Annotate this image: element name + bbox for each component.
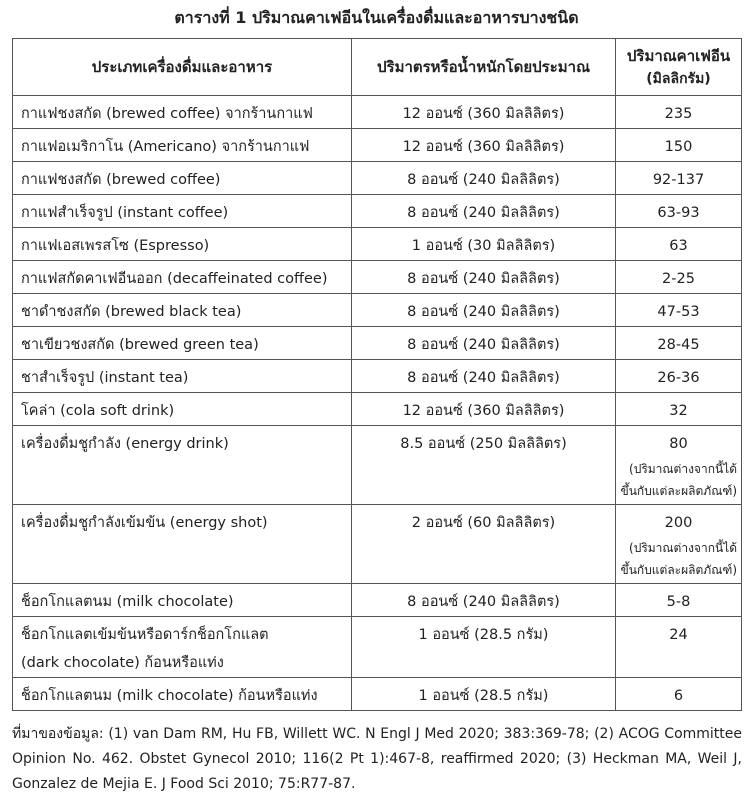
cell-type xyxy=(13,678,352,711)
cell-caffeine-value: 24 xyxy=(669,627,688,643)
cell-caffeine xyxy=(616,584,742,617)
cell-caffeine xyxy=(616,393,742,426)
cell-caffeine xyxy=(616,162,742,195)
cell-caffeine xyxy=(616,96,742,129)
cell-caffeine-value: 2-25 xyxy=(662,271,695,287)
cell-caffeine xyxy=(616,129,742,162)
cell-caffeine-value: 63-93 xyxy=(657,205,700,221)
cell-type xyxy=(13,129,352,162)
cell-type xyxy=(13,228,352,261)
source-footnote: ที่มาของข้อมูล: (1) van Dam RM, Hu FB, Willett WC. N Engl J Med 2020; 383:369-78; (2) ACOG Committee Opinion No. 462. Obstet Gynecol 2010; 116(2 Pt 1):467-8, reaffirmed 2020; (3) Heckman MA, Weil J, Gonzalez de Mejia E. J Food Sci 2010; 75:R77-87. xyxy=(12,726,742,792)
header-caffeine xyxy=(616,39,742,96)
cell-caffeine-value: 32 xyxy=(669,403,688,419)
cell-type-text: กาแฟชงสกัด (brewed coffee) จากร้านกาแฟ xyxy=(21,106,313,122)
cell-type-text: โคล่า (cola soft drink) xyxy=(21,403,175,419)
cell-type-text: กาแฟชงสกัด (brewed coffee) xyxy=(21,172,221,188)
cell-amount: 12 ออนซ์ (360 มิลลิลิตร) xyxy=(352,96,616,129)
caffeine-table xyxy=(12,38,742,711)
cell-type-text: ชาสำเร็จรูป (instant tea) xyxy=(21,370,189,386)
cell-caffeine-value: 63 xyxy=(669,238,688,254)
cell-caffeine-value: 26-36 xyxy=(657,370,700,386)
cell-type xyxy=(13,327,352,360)
table-row xyxy=(13,426,742,505)
cell-caffeine-value: 47-53 xyxy=(657,304,700,320)
header-amount: ปริมาตรหรือน้ำหนักโดยประมาณ xyxy=(352,39,616,96)
cell-type-text: ช็อกโกแลตเข้มข้นหรือดาร์กช็อกโกแลต xyxy=(21,627,269,643)
cell-type xyxy=(13,360,352,393)
table-row xyxy=(13,360,742,393)
header-caffeine-label: ปริมาณคาเฟอีน xyxy=(626,47,731,65)
cell-caffeine-value: 235 xyxy=(664,106,693,122)
cell-amount: 1 ออนซ์ (30 มิลลิลิตร) xyxy=(352,228,616,261)
cell-type xyxy=(13,195,352,228)
cell-caffeine-value: 6 xyxy=(673,688,684,704)
cell-caffeine xyxy=(616,426,742,505)
table-title: ตารางที่ 1 ปริมาณคาเฟอีนในเครื่องดื่มและอาหารบางชนิด xyxy=(174,8,579,27)
table-header-row xyxy=(13,39,742,96)
cell-type-text: เครื่องดื่มชูกำลังเข้มข้น (energy shot) xyxy=(21,515,268,531)
table-row xyxy=(13,393,742,426)
cell-caffeine-value: 80 xyxy=(669,436,688,452)
table-row xyxy=(13,678,742,711)
cell-caffeine xyxy=(616,505,742,584)
table-row xyxy=(13,584,742,617)
cell-type xyxy=(13,426,352,505)
cell-type-text: กาแฟสำเร็จรูป (instant coffee) xyxy=(21,205,229,221)
table-row xyxy=(13,129,742,162)
cell-caffeine-note: (ปริมาณต่างจากนี้ได้ขึ้นกับแต่ละผลิตภัณฑ์) xyxy=(620,541,737,577)
cell-caffeine xyxy=(616,195,742,228)
header-caffeine-unit: (มิลลิกรัม) xyxy=(646,71,711,87)
cell-type-text: ชาดำชงสกัด (brewed black tea) xyxy=(21,304,242,320)
table-row xyxy=(13,261,742,294)
table-row xyxy=(13,96,742,129)
table-row xyxy=(13,617,742,678)
cell-amount: 8 ออนซ์ (240 มิลลิลิตร) xyxy=(352,360,616,393)
cell-type xyxy=(13,162,352,195)
cell-amount: 1 ออนซ์ (28.5 กรัม) xyxy=(352,617,616,678)
cell-amount: 8 ออนซ์ (240 มิลลิลิตร) xyxy=(352,294,616,327)
cell-caffeine-value: 92-137 xyxy=(652,172,705,188)
cell-caffeine-note: (ปริมาณต่างจากนี้ได้ขึ้นกับแต่ละผลิตภัณฑ์) xyxy=(620,462,737,498)
cell-caffeine xyxy=(616,617,742,678)
table-row xyxy=(13,228,742,261)
cell-amount: 8 ออนซ์ (240 มิลลิลิตร) xyxy=(352,261,616,294)
cell-caffeine xyxy=(616,360,742,393)
table-row xyxy=(13,162,742,195)
cell-amount: 8 ออนซ์ (240 มิลลิลิตร) xyxy=(352,195,616,228)
cell-type xyxy=(13,393,352,426)
cell-type-text: กาแฟสกัดคาเฟอีนออก (decaffeinated coffee) xyxy=(21,271,328,287)
table-row xyxy=(13,195,742,228)
cell-type-text: กาแฟเอสเพรสโซ (Espresso) xyxy=(21,238,210,254)
cell-amount: 2 ออนซ์ (60 มิลลิลิตร) xyxy=(352,505,616,584)
table-row xyxy=(13,294,742,327)
cell-amount: 8 ออนซ์ (240 มิลลิลิตร) xyxy=(352,584,616,617)
cell-type-text: กาแฟอเมริกาโน (Americano) จากร้านกาแฟ xyxy=(21,139,310,155)
table-row xyxy=(13,327,742,360)
table-row xyxy=(13,505,742,584)
cell-caffeine-value: 150 xyxy=(664,139,693,155)
cell-caffeine xyxy=(616,327,742,360)
cell-type-text: ช็อกโกแลตนม (milk chocolate) ก้อนหรือแท่ง xyxy=(21,688,318,704)
cell-type xyxy=(13,261,352,294)
header-type: ประเภทเครื่องดื่มและอาหาร xyxy=(13,39,352,96)
cell-caffeine xyxy=(616,678,742,711)
cell-amount: 1 ออนซ์ (28.5 กรัม) xyxy=(352,678,616,711)
cell-type xyxy=(13,294,352,327)
cell-amount: 12 ออนซ์ (360 มิลลิลิตร) xyxy=(352,393,616,426)
cell-type-text: เครื่องดื่มชูกำลัง (energy drink) xyxy=(21,436,229,452)
cell-caffeine-value: 200 xyxy=(664,515,693,531)
cell-caffeine-value: 28-45 xyxy=(657,337,700,353)
cell-amount: 12 ออนซ์ (360 มิลลิลิตร) xyxy=(352,129,616,162)
cell-caffeine-value: 5-8 xyxy=(666,594,691,610)
cell-type xyxy=(13,584,352,617)
cell-amount: 8 ออนซ์ (240 มิลลิลิตร) xyxy=(352,327,616,360)
cell-type-text: ชาเขียวชงสกัด (brewed green tea) xyxy=(21,337,259,353)
cell-type xyxy=(13,96,352,129)
cell-type-text-line2: (dark chocolate) ก้อนหรือแท่ง xyxy=(21,655,224,671)
cell-type xyxy=(13,505,352,584)
cell-amount: 8 ออนซ์ (240 มิลลิลิตร) xyxy=(352,162,616,195)
cell-type xyxy=(13,617,352,678)
cell-amount: 8.5 ออนซ์ (250 มิลลิลิตร) xyxy=(352,426,616,505)
cell-type-text: ช็อกโกแลตนม (milk chocolate) xyxy=(21,594,234,610)
cell-caffeine xyxy=(616,261,742,294)
table-body xyxy=(13,96,742,711)
cell-caffeine xyxy=(616,294,742,327)
cell-caffeine xyxy=(616,228,742,261)
